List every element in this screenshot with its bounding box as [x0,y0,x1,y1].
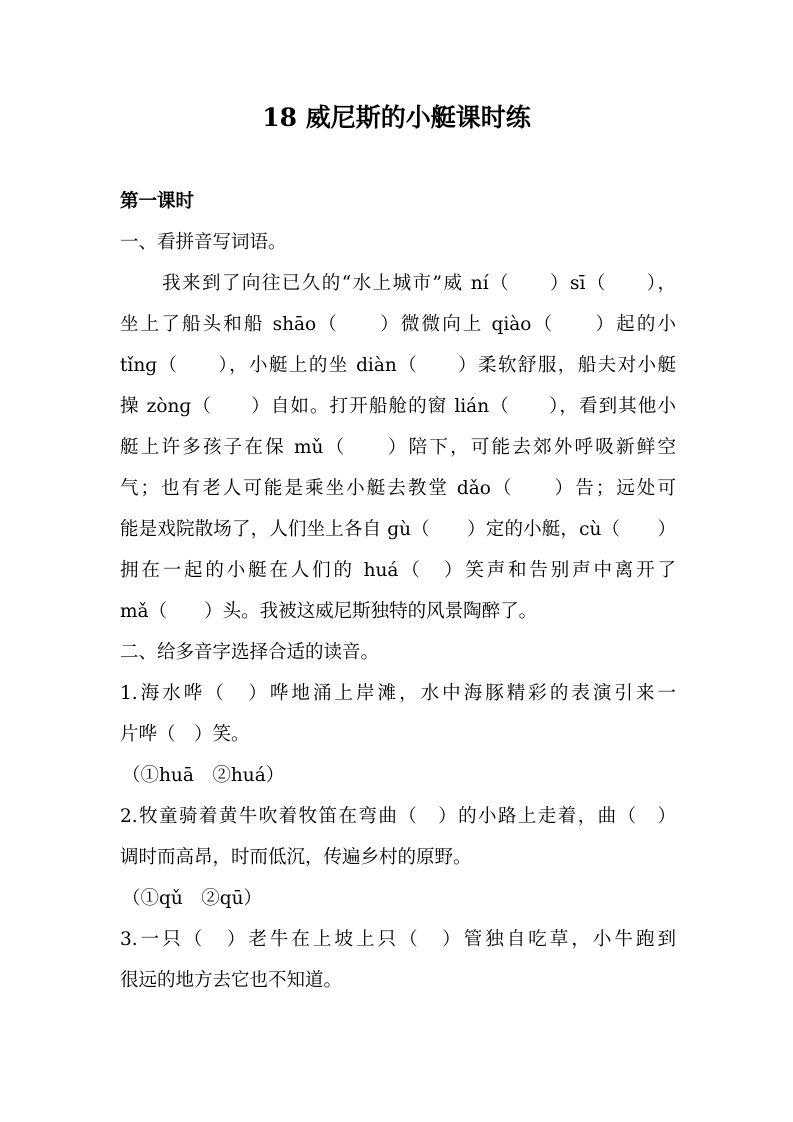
lesson-heading: 第一课时 [120,191,195,212]
passage-line: 拥在一起的小艇在人们的 huá（ ）笑声和告别声中离开了 [120,560,676,581]
passage-line: 我来到了向往已久的“水上城市”威 ní（ ）sī（ ）， [162,273,676,294]
section2-heading: 二、给多音字选择合适的读音。 [120,642,380,663]
page-title: 18 威尼斯的小艇课时练 [262,103,531,132]
passage-line: 能是戏院散场了，人们坐上各自 ɡù（ ）定的小艇，cù（ ） [120,519,676,540]
question-2-options: （①qǔ ②qū） [122,888,263,909]
question-1-line: 片哗（ ）笑。 [120,724,250,745]
question-1-line: 1.海水哗（ ）哗地涌上岸滩，水中海豚精彩的表演引来一 [120,683,676,704]
question-2-line: 2.牧童骑着黄牛吹着牧笛在弯曲（ ）的小路上走着，曲（ ） [120,806,676,827]
passage-line: 气；也有老人可能是乘坐小艇去教堂 dǎo（ ）告；远处可 [120,478,676,499]
passage-line: tǐnɡ（ ），小艇上的坐 diàn（ ）柔软舒服，船夫对小艇 [120,355,676,376]
passage-line: mǎ（ ）头。我被这威尼斯独特的风景陶醉了。 [120,601,538,622]
worksheet-body [120,181,676,1001]
passage-line: 坐上了船头和船 shāo（ ）微微向上 qiào（ ）起的小 [120,314,676,335]
passage-line: 操 zònɡ（ ）自如。打开船舱的窗 lián（ ），看到其他小 [120,396,676,417]
section1-heading: 一、看拼音写词语。 [120,232,287,253]
question-3-line: 3.一只（ ）老牛在上坡上只（ ）管独自吃草，小牛跑到 [120,929,676,950]
question-3-line: 很远的地方去它也不知道。 [120,970,343,991]
passage-line: 艇上许多孩子在保 mǔ（ ）陪下，可能去郊外呼吸新鲜空 [120,437,676,458]
question-2-line: 调时而高昂，时而低沉，传遍乡村的原野。 [120,847,472,868]
question-1-options: （①huā ②huá） [122,765,285,786]
